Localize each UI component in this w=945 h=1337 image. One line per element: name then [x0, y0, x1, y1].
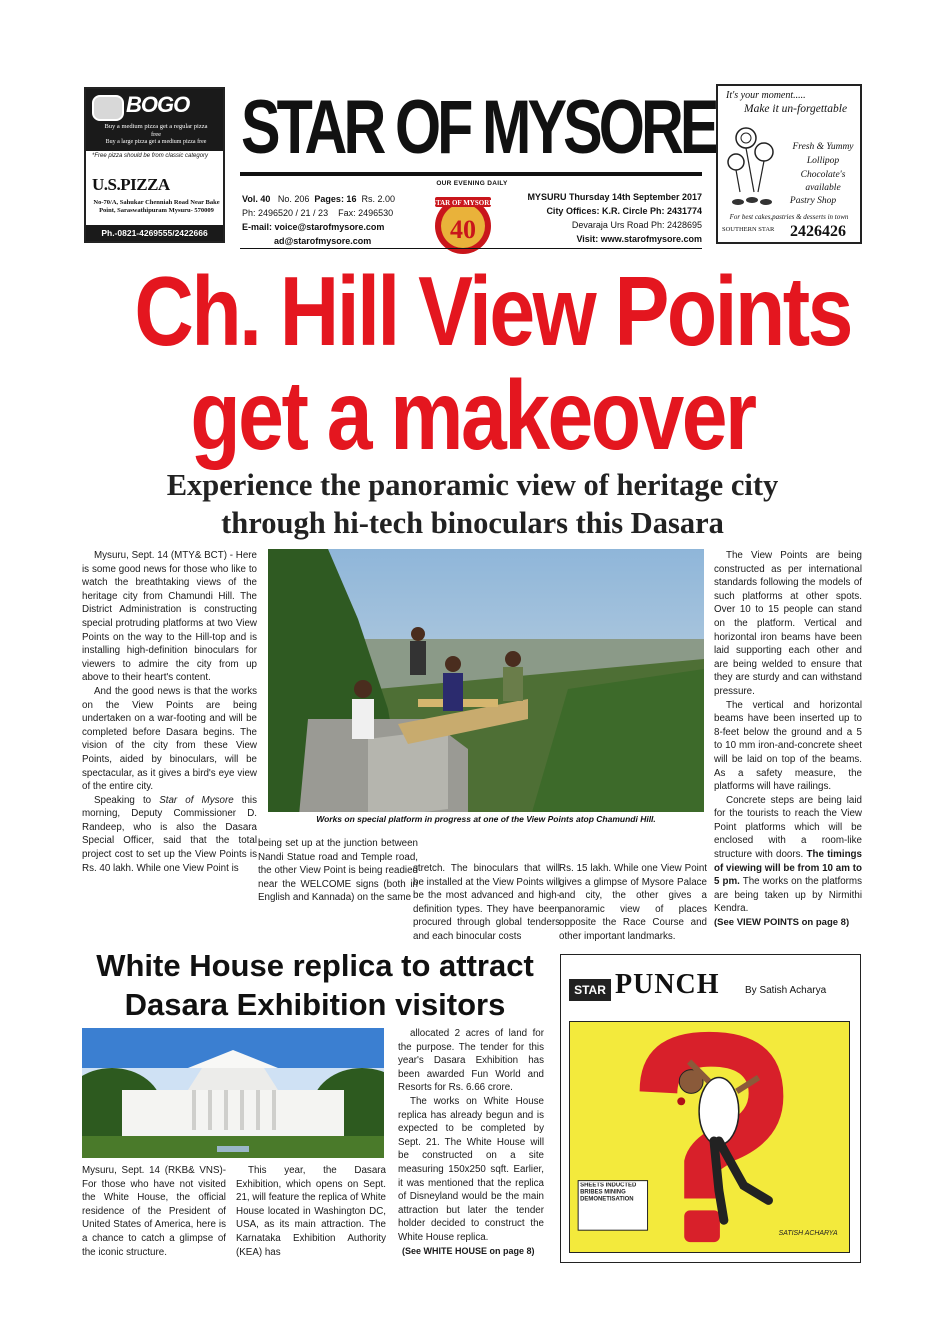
masthead-rule — [240, 172, 702, 176]
photo-caption: Works on special platform in progress at one of the View Points atop Chamundi Hill. — [268, 812, 704, 826]
white-house-column-2: This year, the Dasara Exhibition, which opens on Sept. 21, will feature the replica of White House located in Washington DC, USA, as its main attraction. The Karnataka Exhibition Authority (KEA) has — [236, 1165, 386, 1258]
ad-foot: For best cakes,pastries & desserts in town — [729, 213, 849, 221]
headline-line-1: Ch. Hill View Points — [134, 256, 851, 366]
ad-fresh: Fresh & Yummy — [792, 142, 854, 152]
masthead-info-right — [520, 190, 702, 246]
masthead-bottom-rule — [240, 248, 702, 249]
ad-footnote: *Free pizza should be from classic category — [92, 153, 209, 159]
punch-header — [569, 969, 719, 1005]
website: Visit: www.starofmysore.com — [576, 234, 702, 244]
ad-phone: Ph.-0821-4269555/2422666 — [86, 225, 223, 241]
subheadline-line-2: through hi-tech binoculars this Dasara — [221, 506, 724, 540]
story-column-5 — [714, 549, 862, 930]
devaraja-office: Devaraja Urs Road Ph: 2428695 — [571, 220, 702, 230]
white-house-c3-paragraph-1: allocated 2 acres of land for the purpose. The tender for this year's Dasara Exhibition has been awarded Fun World and Resorts for Rs. 6.66 crore. — [398, 1028, 544, 1094]
white-house-column-1: Mysuru, Sept. 14 (RKB& VNS)- For those who have not visited the White House, the official residence of the President of United States of America, here is a chance to catch a glimpse of the iconic structure. — [82, 1165, 226, 1258]
story-column-1 — [82, 549, 257, 875]
email-2: ad@starofmysore.com — [274, 236, 372, 246]
ad-number: 2426426 — [790, 223, 846, 240]
ad-shop: SOUTHERN STAR — [722, 226, 775, 233]
ad-name: U.S.PIZZA — [92, 175, 170, 194]
ad-bogo-banner — [86, 89, 223, 151]
cartoon-drawing — [569, 1021, 850, 1253]
white-house-jump-link[interactable]: (See WHITE HOUSE on page 8) — [402, 1245, 535, 1256]
fist-icon — [92, 95, 124, 121]
vol: Vol. 40 — [242, 194, 271, 204]
pages: Pages: 16 — [314, 194, 357, 204]
phone: Ph: 2496520 / 21 / 23 — [242, 208, 329, 218]
story-c5-p3-tail: The works on the platforms are being taken up by Nirmithi Kendra. — [714, 876, 862, 915]
ad-pastry: Pastry Shop — [789, 196, 837, 206]
ad-line-2: Make it un-forgettable — [744, 103, 848, 115]
story-c5-paragraph-2: The vertical and horizontal beams have been inserted up to 8-feet below the ground and a 5 to 10 mm iron-and-concrete sheet will be laid on top of the beams. As a safety measure, the platforms will have railings. — [714, 699, 862, 793]
story-c5-paragraph-3 — [714, 794, 862, 916]
price: Rs. 2.00 — [361, 194, 395, 204]
cartoon-signature: SATISH ACHARYA — [778, 1230, 838, 1238]
headline-line-2: get a makeover — [190, 360, 755, 470]
punch-title: PUNCH — [615, 969, 720, 1000]
subheadline-line-1: Experience the panoramic view of heritage city — [166, 468, 779, 502]
cartoon-sign-text: SHEETS INDUCTED BRIBES MINING DEMONETISATION — [580, 1182, 637, 1203]
story-paragraph-3 — [82, 794, 257, 876]
story-paragraph-1: Mysuru, Sept. 14 (MTY& BCT) - Here is some good news for those who like to watch the breathtaking views of the heritage city from Chamundi Hill. The District Administration is constructing special protruding platforms at two View Points on the way to the Hill-top and is installing high-definition binoculars for viewers to admire the city from up above to their heart's content. — [82, 550, 257, 684]
masthead-tagline: OUR EVENING DAILY — [436, 180, 508, 187]
logo-text: STAR OF MYSORE — [432, 199, 494, 207]
ad-chocolates: Chocolate's — [800, 170, 846, 180]
white-house-headline — [60, 946, 570, 1024]
ad-offer-1: Buy a medium pizza get a regular pizza free — [104, 123, 208, 138]
dateline: MYSURU Thursday 14th September 2017 — [527, 192, 702, 202]
story-p3-lead: Speaking to — [94, 794, 160, 806]
lollipop-icon — [724, 122, 784, 208]
story-p3-paper: Star of Mysore — [159, 794, 234, 806]
story-p3-body: this morning, Deputy Commissioner D. Randeep, who is also the Dasara Special Officer, said that the total project cost to set up the View Points is Rs. 40 lakh. While one View Point is — [82, 794, 258, 874]
view-point-photo — [268, 549, 704, 826]
white-house-photo — [82, 1028, 384, 1158]
story-c5-p3: Concrete steps are being laid for the tourists to reach the View Point platforms which will be enclosed with a room-like structure with doors. — [714, 794, 862, 861]
ad-offer-2: Buy a large pizza get a medium pizza free — [105, 139, 207, 145]
masthead-title: STAR OF MYSORE — [241, 85, 716, 170]
story-jump-link[interactable]: (See VIEW POINTS on page 8) — [714, 917, 850, 929]
email-1: E-mail: voice@starofmysore.com — [242, 222, 385, 232]
white-house-column-3 — [398, 1027, 544, 1258]
ad-bogo-brand: BOGO — [126, 92, 190, 117]
white-house-headline-2: Dasara Exhibition visitors — [124, 987, 506, 1022]
issue-no: No. 206 — [277, 194, 310, 204]
ad-address: No-70/A, Sahukar Chenniah Road Near Bake Point, Saraswathipuram Mysuru- 570009 — [93, 199, 220, 214]
ad-lollipop: Lollipop — [806, 156, 840, 166]
subheadline — [60, 466, 885, 542]
ad-line-1: It's your moment..... — [726, 90, 806, 101]
headline — [134, 256, 851, 470]
ad-us-pizza — [84, 87, 225, 243]
man-figure — [699, 1078, 739, 1145]
story-c5-timings: The timings of viewing will be from 10 am to 5 pm. — [714, 849, 862, 888]
story-paragraph-2: And the good news is that the works on the View Points are being undertaken on a war-footing and will be completed before Dasara begins. The vision of the city from these View Points, aided by binoculars, will be spectacular, as it gives a bird's eye view of the entire city. — [82, 685, 257, 793]
story-column-3: stretch. The binoculars that will be installed at the View Points will be the most advanced and high-definition types. They have been procured through global tenders and each binocular costs — [413, 863, 560, 942]
star-punch-cartoon — [560, 954, 861, 1263]
story-column-2: being set up at the junction between Nandi Statue road and Temple road, the other View Point is being readied near the WELCOME signs (both in English and Kannada) on the same — [258, 838, 418, 904]
ad-available: available — [805, 183, 841, 193]
story-c5-paragraph-1: The View Points are being constructed as per international standards following the models of such platforms at other spots. Over 10 to 15 people can stand on the platform. Vertical and horizontal iron beams have been laid supporting each other and are being welded to ensure that they are sturdy and can withstand pressure. — [714, 550, 862, 697]
question-mark-dot — [684, 1210, 720, 1242]
punch-star-label: STAR — [569, 979, 611, 1001]
city-offices: City Offices: K.R. Circle Ph: 2431774 — [546, 206, 702, 216]
ad-southern-star — [716, 84, 862, 244]
logo-number: 40 — [450, 215, 476, 244]
masthead-info-left — [242, 192, 417, 248]
story-column-4: Rs. 15 lakh. While one View Point gives a glimpse of Mysore Palace and city, the other gives a panoramic view of places opposite the Race Course and other important landmarks. — [559, 863, 707, 942]
white-house-c3-paragraph-2: The works on White House replica has already begun and is expected to be completed by Sept. 21. The White House will be constructed on a site measuring 150x250 sqft. Earlier, it was mentioned that the replica of Disneyland would be the main attraction but later the tender holder decided to construct the White House replica. — [398, 1095, 544, 1243]
fax: Fax: 2496530 — [338, 208, 394, 218]
white-house-headline-1: White House replica to attract — [96, 948, 534, 983]
punch-byline: By Satish Acharya — [745, 985, 827, 996]
